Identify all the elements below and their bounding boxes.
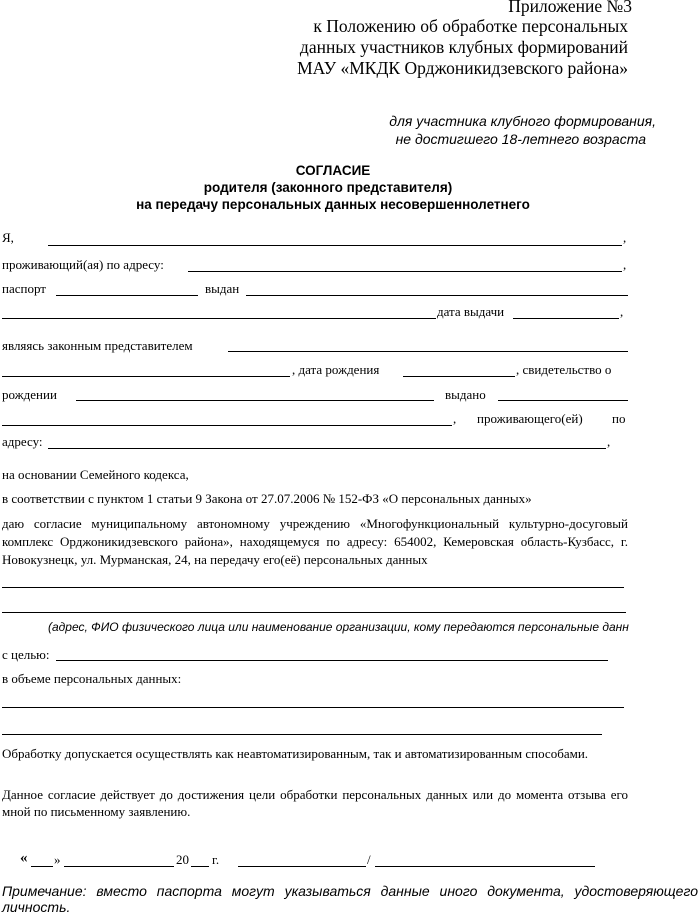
address2-label: адресу: [2, 434, 43, 449]
address-field[interactable] [188, 271, 622, 272]
comma: , [453, 411, 457, 426]
slash: / [367, 852, 371, 867]
regulation-reference: к Положению об обработке персональных [313, 16, 628, 36]
representative-label: являясь законным представителем [2, 338, 193, 353]
organization-name: МАУ «МКДК Орджоникидзевского района» [297, 58, 628, 78]
issued-label: выдан [205, 281, 240, 296]
date-day-field[interactable] [31, 866, 53, 867]
comma: , [607, 434, 611, 449]
issue-date-field[interactable] [513, 318, 619, 319]
signature-transcript-field[interactable] [375, 866, 595, 867]
date-year-prefix: 20 [176, 852, 189, 867]
date-month-field[interactable] [64, 866, 174, 867]
recipient-hint: (адрес, ФИО физического лица или наименование организации, кому передаются персональные данн [48, 620, 629, 634]
consent-paragraph: даю согласие муниципальному автономному учреждению «Многофункциональный культурно-досуговый комплекс Орджоникидзевского района», находящемуся по адресу: 654002, Кемеровская область-Кузбасс, г. Новокузнецк, ул. Мурманская, 24, на передачу его(её) персональных данных [2, 516, 628, 567]
issue-date-label: дата выдачи [437, 304, 505, 319]
birth-date-label: , дата рождения [292, 362, 380, 377]
birth-label: рождении [2, 387, 57, 402]
certificate-issuer-field-continued[interactable] [2, 425, 452, 426]
basis-text: на основании Семейного кодекса, [2, 467, 189, 482]
law-text: в соответствии с пунктом 1 статьи 9 Закона от 27.07.2006 № 152-ФЗ «О персональных данных» [2, 491, 532, 506]
date-year-field[interactable] [191, 866, 209, 867]
recipient-field-continued[interactable] [2, 612, 626, 613]
child-name-field[interactable] [228, 351, 628, 352]
footnote: Примечание: вместо паспорта могут указываться данные иного документа, удостоверяющего личность. [2, 883, 698, 915]
regulation-subject: данных участников клубных формирований [299, 37, 628, 57]
date-year-suffix: г. [212, 852, 220, 867]
passport-issuer-field-continued[interactable] [2, 318, 436, 319]
document-title: СОГЛАСИЕ [295, 163, 371, 178]
document-purpose: на передачу персональных данных несовершеннолетнего [136, 197, 530, 212]
document-subtitle: родителя (законного представителя) [203, 180, 453, 195]
child-name-field-continued[interactable] [2, 376, 290, 377]
audience-line-2: не достигшего 18-летнего возраста [395, 131, 646, 147]
validity-paragraph: Данное согласие действует до достижения цели обработки персональных данных или до момента отзыва его мной по письменному заявлению. [2, 787, 628, 819]
scope-field[interactable] [2, 707, 624, 708]
processing-paragraph: Обработку допускается осуществлять как неавтоматизированным, так и автоматизированным способами. [2, 746, 589, 761]
passport-issuer-field[interactable] [246, 295, 628, 296]
comma: , [623, 257, 627, 272]
birth-date-field[interactable] [403, 376, 515, 377]
living-label: проживающего(ей) [477, 411, 583, 426]
certificate-issuer-field[interactable] [498, 400, 628, 401]
recipient-field[interactable] [2, 587, 624, 588]
certificate-number-field[interactable] [76, 400, 434, 401]
purpose-field[interactable] [56, 660, 608, 661]
issued2-label: выдано [445, 387, 486, 402]
audience-line-1: для участника клубного формирования, [389, 113, 656, 129]
scope-field-continued[interactable] [2, 734, 602, 735]
po-label: по [612, 411, 626, 426]
purpose-label: с целью: [2, 647, 50, 662]
comma: , [623, 230, 627, 245]
ya-label: Я, [2, 230, 14, 245]
date-quote-open: « [20, 850, 28, 866]
signature-field[interactable] [238, 866, 366, 867]
scope-label: в объеме персональных данных: [2, 671, 182, 686]
comma: , [620, 304, 624, 319]
appendix-number: Приложение №3 [508, 0, 632, 16]
passport-number-field[interactable] [56, 295, 198, 296]
full-name-field[interactable] [48, 245, 622, 246]
certificate-label: , свидетельство о [516, 362, 612, 377]
child-address-field[interactable] [48, 448, 606, 449]
date-quote-close: » [54, 852, 61, 867]
address-label: проживающий(ая) по адресу: [2, 257, 164, 272]
passport-label: паспорт [2, 281, 46, 296]
